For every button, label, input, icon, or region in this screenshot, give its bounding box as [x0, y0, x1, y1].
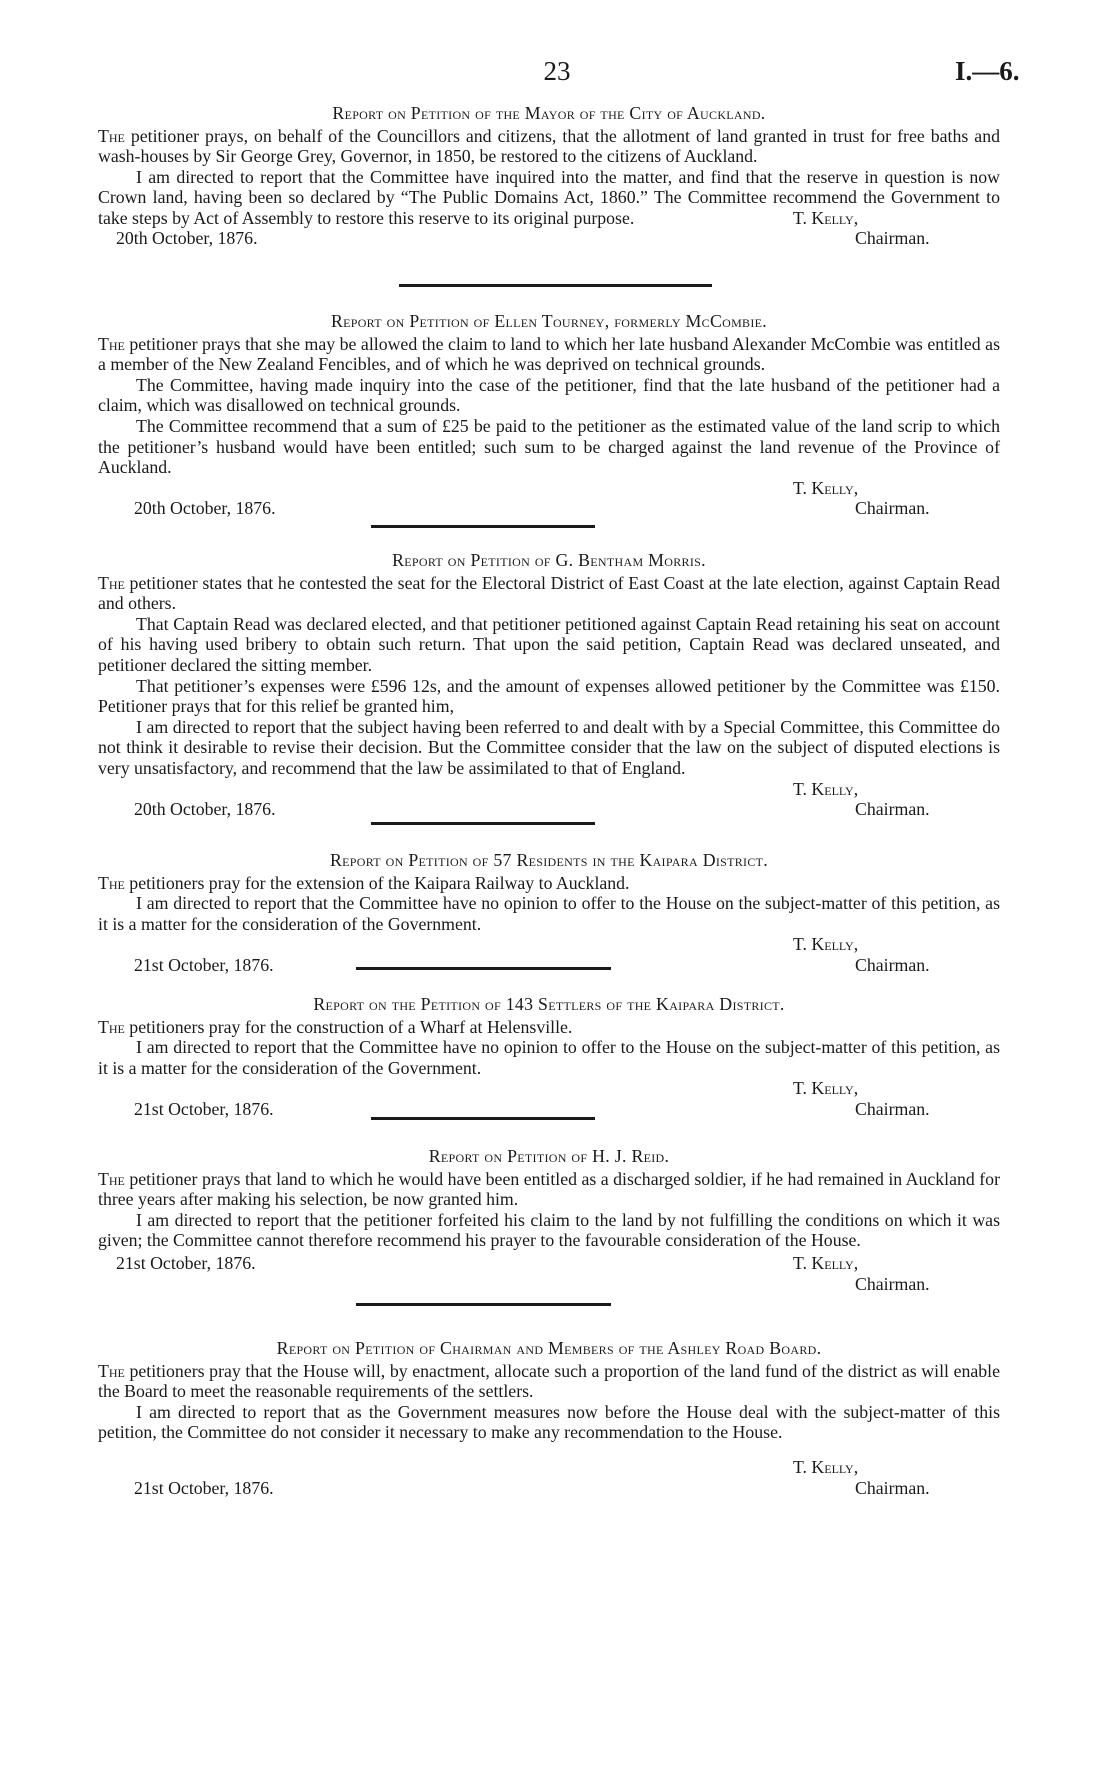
report-paragraph: The petitioners pray for the extension of the Kaipara Railway to Auckland.: [98, 872, 630, 893]
lead-word: The: [98, 125, 125, 146]
signer-name: T. Kelly,: [793, 1078, 859, 1099]
date-row: [98, 498, 1000, 519]
report-hj-reid: [98, 1146, 1000, 1294]
report-date: 21st October, 1876.: [134, 1477, 274, 1498]
report-ellen-tourney: [98, 311, 1000, 519]
signature-row: [98, 1253, 1000, 1274]
signer-name: T. Kelly,: [793, 477, 859, 498]
signer-name: T. Kelly,: [793, 1456, 859, 1477]
signature-row: [98, 208, 1000, 229]
report-title: Report on Petition of H. J. Reid.: [428, 1146, 670, 1166]
signer-role: Chairman.: [855, 1477, 930, 1498]
report-paragraph: I am directed to report that the Committee have no opinion to offer to the House on the subject-matter of this petition, as it is a matter for the consideration of the Government.: [98, 893, 1000, 934]
lead-word: The: [98, 1360, 125, 1381]
report-kaipara-settlers: [98, 994, 1000, 1120]
signer-name: T. Kelly,: [793, 207, 859, 228]
page-number: 23: [543, 56, 571, 86]
signer-role: Chairman.: [855, 228, 930, 249]
date-row: [98, 228, 1000, 249]
report-paragraph: I am directed to report that the Committee have no opinion to offer to the House on the subject-matter of this petition, as it is a matter for the consideration of the Government.: [98, 1037, 1000, 1078]
signer-name: T. Kelly,: [793, 778, 859, 799]
report-paragraph: I am directed to report that the subject having been referred to and dealt with by a Special Committee, this Committee do not think it desirable to revise their decision. But the Committee consider that the law on the subject of disputed elections is very unsatisfactory, and recommend that the law be assimilated to that of England.: [98, 716, 1000, 778]
report-paragraph: I am directed to report that the Committee have inquired into the matter, and find that the reserve in question is now Crown land, having been so declared by “The Public Domains Act, 1860.” The Committee recommend the Government to take steps by Act of Assembly to restore this reserve to its original purpose.: [98, 166, 1000, 228]
report-title: Report on the Petition of 143 Settlers of the Kaipara District.: [313, 994, 785, 1014]
signer-name: T. Kelly,: [793, 1252, 859, 1273]
role-row: [98, 1274, 1000, 1295]
date-row: [98, 799, 1000, 820]
report-title: Report on Petition of 57 Residents in the Kaipara District.: [329, 850, 769, 870]
signature-row: [98, 779, 1000, 800]
report-bentham-morris: [98, 550, 1000, 820]
lead-word: The: [98, 1168, 125, 1189]
section-divider: [356, 1303, 611, 1306]
report-title: Report on Petition of Ellen Tourney, formerly McCombie.: [330, 311, 768, 331]
report-paragraph: That petitioner’s expenses were £596 12s, and the amount of expenses allowed petitioner by the Committee was £150. Petitioner prays that for this relief be granted him,: [98, 675, 1000, 717]
signature-row: [98, 478, 1000, 499]
report-paragraph: The Committee, having made inquiry into the case of the petitioner, find that the late husband of the petitioner had a claim, which was disallowed on technical grounds.: [98, 374, 1000, 416]
signature-row: [98, 1078, 1000, 1099]
report-date: 20th October, 1876.: [134, 498, 276, 519]
signer-role: Chairman.: [855, 1098, 930, 1119]
report-kaipara-residents: [98, 850, 1000, 976]
lead-word: The: [98, 1016, 125, 1037]
signer-name: T. Kelly,: [793, 934, 859, 955]
section-divider: [371, 525, 595, 528]
lead-word: The: [98, 572, 125, 593]
report-date: 21st October, 1876.: [134, 1098, 274, 1119]
lead-word: The: [98, 333, 125, 354]
report-mayor-of-auckland: [98, 103, 1000, 249]
report-paragraph: That Captain Read was declared elected, and that petitioner petitioned against Captain Read retaining his seat on account of his having used bribery to obtain such return. That upon the said petition, Captain Read was declared unseated, and petitioner declared the sitting member.: [98, 613, 1000, 675]
section-divider: [356, 967, 611, 970]
report-date: 21st October, 1876.: [116, 1252, 256, 1273]
report-ashley-road-board: [98, 1338, 1000, 1498]
report-paragraph: The petitioners pray that the House will, by enactment, allocate such a proportion of the land fund of the district as will enable the Board to meet the reasonable requirements of the settlers.: [98, 1360, 1000, 1402]
signer-role: Chairman.: [855, 498, 930, 519]
signer-role: Chairman.: [855, 1273, 930, 1294]
report-paragraph: The petitioner prays that she may be allowed the claim to land to which her late husband Alexander McCombie was entitled as a member of the New Zealand Fencibles, and of which he was deprived on technical grounds.: [98, 333, 1000, 375]
report-title: Report on Petition of the Mayor of the City of Auckland.: [332, 103, 766, 123]
signature-row: [98, 934, 1000, 955]
section-divider: [399, 284, 712, 287]
report-date: 20th October, 1876.: [116, 228, 258, 249]
report-paragraph: The petitioner prays that land to which he would have been entitled as a discharged soldier, if he had remained in Auckland for three years after making his selection, be now granted him.: [98, 1168, 1000, 1210]
section-divider: [371, 822, 595, 825]
date-row: [98, 955, 1000, 976]
report-paragraph: I am directed to report that the petitioner forfeited his claim to the land by not fulfilling the conditions on which it was given; the Committee cannot therefore recommend his prayer to the favourable consideration of the House.: [98, 1209, 1000, 1251]
report-title: Report on Petition of G. Bentham Morris.: [392, 550, 706, 570]
lead-word: The: [98, 872, 125, 893]
document-reference: I.—6.: [955, 56, 1020, 86]
signature-row: [98, 1457, 1000, 1478]
report-title: Report on Petition of Chairman and Members of the Ashley Road Board.: [276, 1338, 822, 1358]
signer-role: Chairman.: [855, 954, 930, 975]
report-paragraph: I am directed to report that as the Government measures now before the House deal with the subject-matter of this petition, the Committee do not consider it necessary to make any recommendation to the House.: [98, 1401, 1000, 1443]
signer-role: Chairman.: [855, 799, 930, 820]
report-date: 20th October, 1876.: [134, 799, 276, 820]
report-paragraph: The Committee recommend that a sum of £25 be paid to the petitioner as the estimated value of the land scrip to which the petitioner’s husband would have been entitled; such sum to be charged against the land revenue of the Province of Auckland.: [98, 415, 1000, 478]
date-row: [98, 1478, 1000, 1499]
section-divider: [371, 1117, 595, 1120]
report-paragraph: The petitioner prays, on behalf of the Councillors and citizens, that the allotment of land granted in trust for free baths and wash-houses by Sir George Grey, Governor, in 1850, be restored to the citizens of Auckland.: [98, 125, 1000, 167]
report-paragraph: The petitioners pray for the construction of a Wharf at Helensville.: [98, 1016, 573, 1037]
report-date: 21st October, 1876.: [134, 954, 274, 975]
report-paragraph: The petitioner states that he contested the seat for the Electoral District of East Coast at the late election, against Captain Read and others.: [98, 572, 1000, 614]
